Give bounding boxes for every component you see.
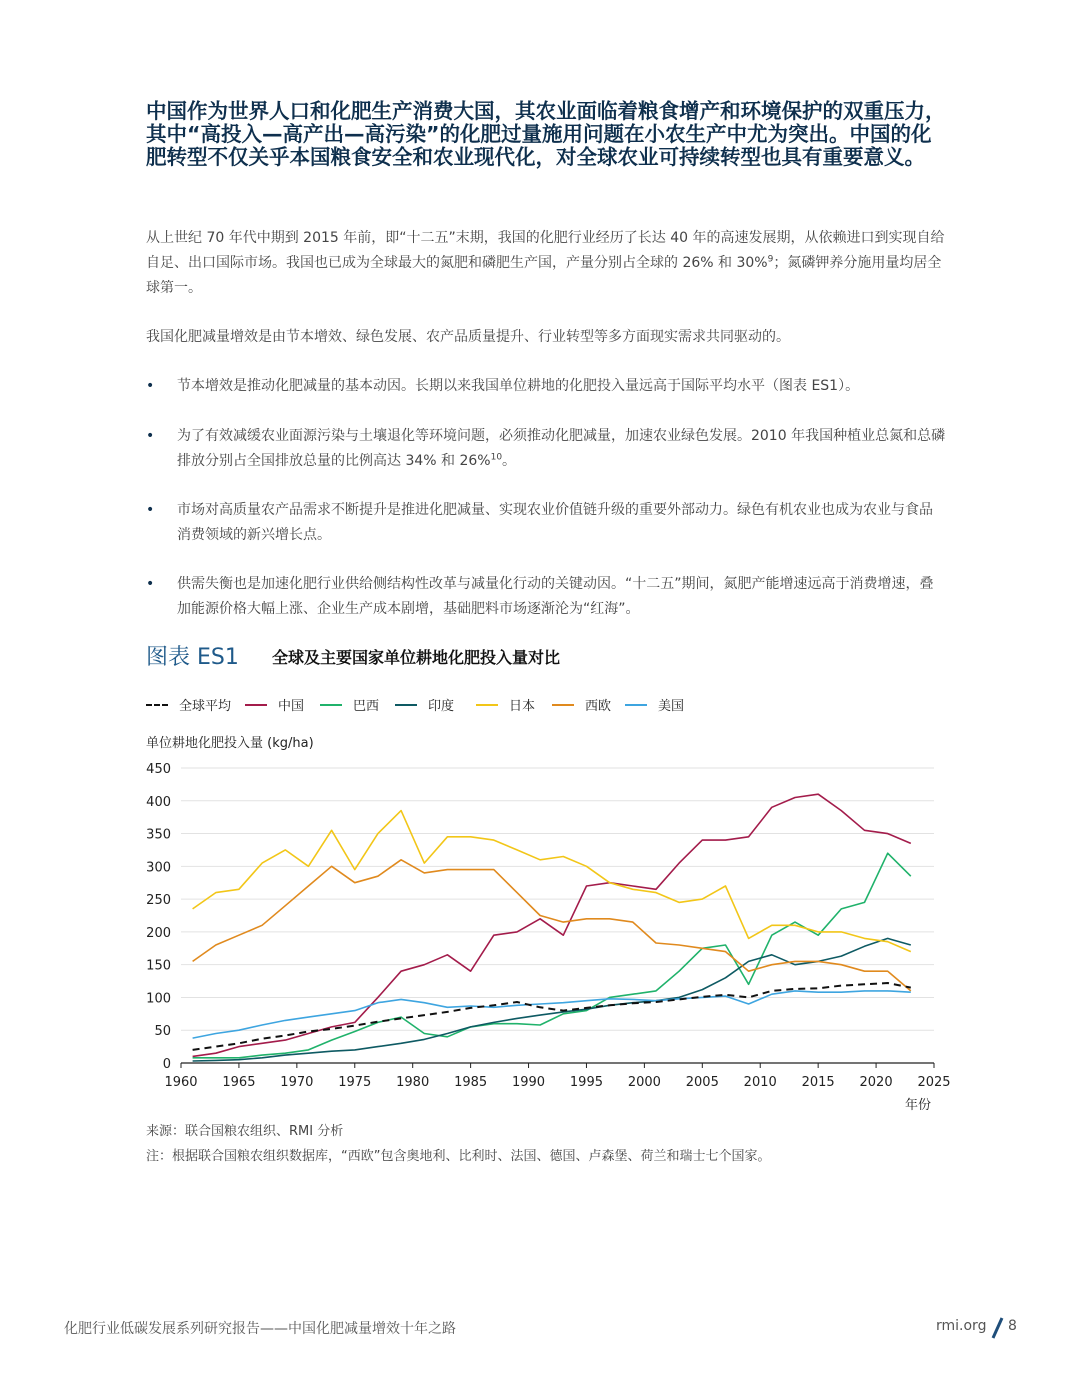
body-paragraph-2: 我国化肥减量增效是由节本增效、绿色发展、农产品质量提升、行业转型等多方面现实需求共同驱动的。: [146, 329, 790, 345]
bullet-text-2: 为了有效减缓农业面源污染与土壤退化等环境问题，必须推动化肥减量，加速农业绿色发展。2010 年我国种植业总氮和总磷排放分别占全国排放总量的比例高达 34% 和 26%: [177, 428, 946, 469]
series-line: [193, 811, 911, 952]
bullet-item-1: [146, 374, 946, 399]
x-tick-label: 2025: [917, 1075, 951, 1090]
legend-swatch: [320, 704, 342, 706]
legend-swatch: [395, 704, 417, 706]
legend-swatch: [552, 704, 574, 706]
body-paragraph-1-tail: ；氮磷钾养分施用量均居全球第一。: [146, 255, 942, 296]
bullet-item-2: [146, 424, 946, 474]
legend-swatch: [476, 704, 498, 706]
x-tick-label: 2020: [859, 1075, 893, 1090]
body-paragraph-1: [146, 226, 946, 301]
legend-label: 西欧: [585, 699, 612, 714]
body-paragraph-1-text: 从上世纪 70 年代中期到 2015 年前，即“十二五”末期，我国的化肥行业经历了长达 40 年的高速发展期，从依赖进口到实现自给自足、出口国际市场。我国也已成为全球最大的氮肥和磷肥生产国，产量分别占全球的 26% 和 30%: [146, 230, 945, 271]
figure-title: 全球及主要国家单位耕地化肥投入量对比: [272, 648, 561, 667]
bullet-item-3: [146, 498, 946, 548]
series-line: [193, 853, 911, 1058]
footnote-note: 注：根据联合国粮农组织数据库，“西欧”包含奥地利、比利时、法国、德国、卢森堡、荷兰和瑞士七个国家。: [146, 1149, 771, 1164]
series-line: [193, 983, 911, 1050]
y-tick-label: 200: [146, 925, 171, 941]
x-tick-label: 1990: [511, 1075, 546, 1090]
bullet-item-4: [146, 572, 946, 622]
x-tick-label: 1980: [396, 1075, 430, 1090]
legend-label: 全球平均: [179, 699, 232, 714]
x-tick-label: 1985: [454, 1075, 488, 1090]
legend-label: 美国: [658, 699, 685, 714]
legend-swatch: [625, 704, 647, 706]
legend-swatch: [245, 704, 267, 706]
y-tick-label: 400: [146, 794, 171, 810]
x-tick-label: 2015: [801, 1075, 835, 1090]
x-tick-label: 1960: [164, 1075, 198, 1090]
footnote-ref-9[interactable]: 9: [767, 254, 774, 265]
page-number: 8: [1008, 1318, 1017, 1334]
y-axis-label: 单位耕地化肥投入量 (kg/ha): [146, 736, 314, 751]
y-tick-label: 0: [162, 1057, 171, 1072]
bullet-icon: •: [146, 502, 155, 518]
x-tick-label: 1970: [280, 1075, 314, 1090]
bullet-text-3: 市场对高质量农产品需求不断提升是推进化肥减量、实现农业价值链升级的重要外部动力。绿色有机农业也成为农业与食品消费领域的新兴增长点。: [177, 502, 933, 543]
footer-site-link[interactable]: rmi.org: [936, 1318, 987, 1334]
x-tick-label: 1995: [569, 1075, 604, 1090]
lead-paragraph: 中国作为世界人口和化肥生产消费大国，其农业面临着粮食增产和环境保护的双重压力，其中“高投入—高产出—高污染”的化肥过量施用问题在小农生产中尤为突出。中国的化肥转型不仅关乎本国粮食安全和农业现代化，对全球农业可持续转型也具有重要意义。: [146, 99, 946, 169]
legend-label: 印度: [428, 699, 455, 714]
legend-label: 日本: [509, 699, 536, 714]
series-line: [193, 860, 911, 991]
y-tick-label: 300: [146, 860, 171, 876]
x-tick-label: 1975: [338, 1075, 372, 1090]
x-tick-label: 2010: [743, 1075, 777, 1090]
footnote-ref-10[interactable]: 10: [490, 452, 503, 463]
slash-icon: [990, 1316, 1006, 1340]
x-tick-label: 2005: [685, 1075, 719, 1090]
figure-label: 图表 ES1: [146, 645, 239, 670]
bullet-text-2-tail: 。: [502, 453, 517, 469]
x-tick-label: 2000: [627, 1075, 661, 1090]
series-line: [193, 991, 911, 1038]
bullet-icon: •: [146, 428, 155, 444]
legend-swatch: [146, 704, 168, 706]
footer-report-title: 化肥行业低碳发展系列研究报告——中国化肥减量增效十年之路: [64, 1321, 456, 1337]
legend-label: 巴西: [353, 699, 380, 714]
bullet-text-4: 供需失衡也是加速化肥行业供给侧结构性改革与减量化行动的关键动因。“十二五”期间，氮肥产能增速远高于消费增速，叠加能源价格大幅上涨、企业生产成本剧增，基础肥料市场逐渐沦为“红海”。: [177, 576, 934, 617]
y-tick-label: 250: [146, 893, 171, 909]
bullet-text-1: 节本增效是推动化肥减量的基本动因。长期以来我国单位耕地的化肥投入量远高于国际平均水平（图表 ES1）。: [177, 378, 860, 394]
y-tick-label: 150: [146, 958, 171, 974]
series-line: [193, 938, 911, 1061]
line-chart: [140, 755, 960, 1095]
bullet-icon: •: [146, 576, 155, 592]
y-tick-label: 50: [154, 1024, 171, 1040]
y-tick-label: 350: [146, 827, 171, 843]
y-tick-label: 100: [146, 991, 171, 1007]
x-axis-label: 年份: [905, 1098, 932, 1113]
y-tick-label: 450: [146, 762, 171, 777]
bullet-icon: •: [146, 378, 155, 394]
legend-label: 中国: [278, 699, 305, 714]
source-note: 来源：联合国粮农组织、RMI 分析: [146, 1124, 344, 1139]
x-tick-label: 1965: [222, 1075, 256, 1090]
